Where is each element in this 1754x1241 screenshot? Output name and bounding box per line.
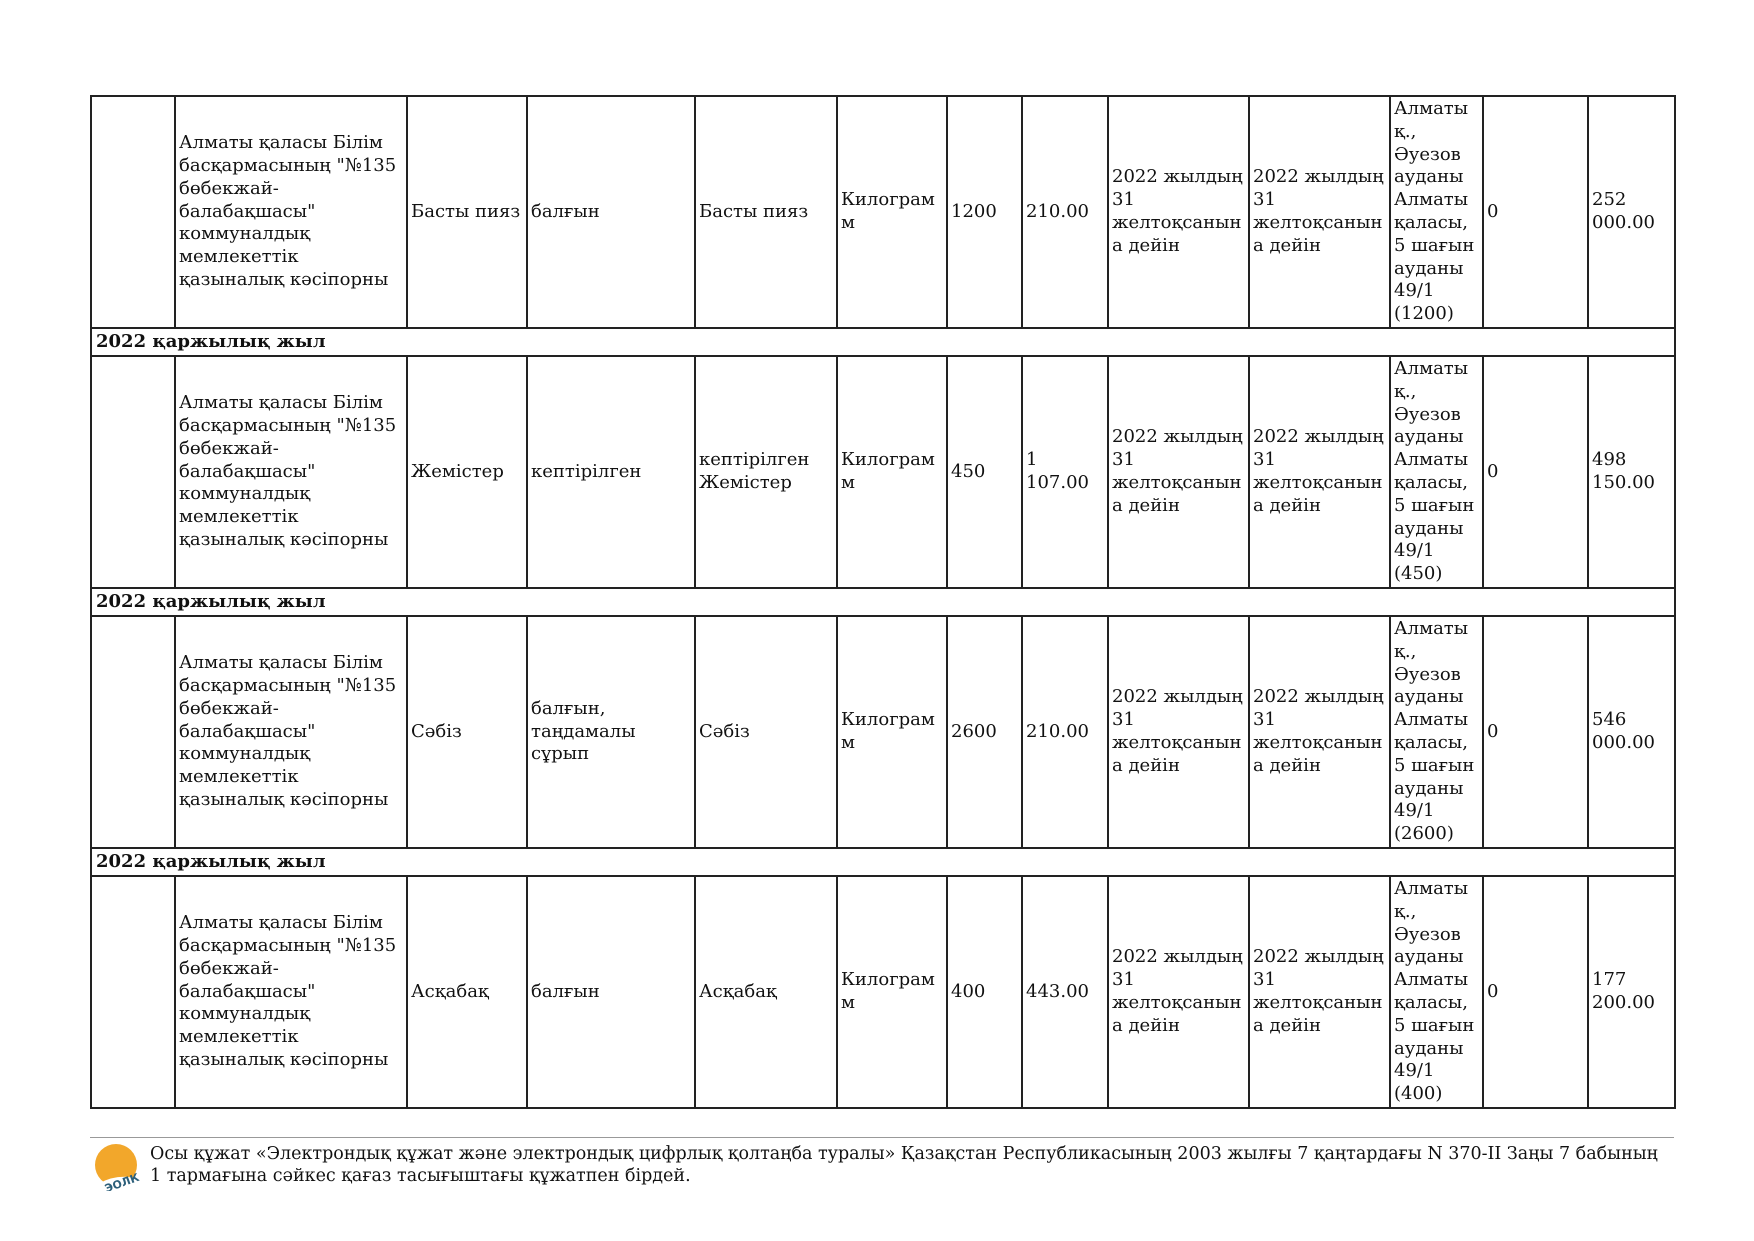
fiscal-year-label: 2022 қаржылық жыл [91,328,1675,356]
cell-unit: Килограмм [837,876,947,1108]
table-row [91,96,1675,328]
cell-number [91,96,175,328]
cell-delivery-place: Алматы қ., Әуезов ауданы Алматы қаласы, 5 шағын ауданы 49/1 (450) [1390,356,1483,588]
fiscal-year-row [91,848,1675,876]
cell-unit: Килограмм [837,356,947,588]
fiscal-year-label: 2022 қаржылық жыл [91,848,1675,876]
cell-quantity: 2600 [947,616,1022,848]
cell-price: 443.00 [1022,876,1108,1108]
cell-price: 1 107.00 [1022,356,1108,588]
cell-description: Басты пияз [695,96,837,328]
table-row [91,876,1675,1108]
table-row [91,616,1675,848]
cell-customer: Алматы қаласы Білім басқармасының "№135 бөбекжай-балабақшасы" коммуналдық мемлекеттік қазыналық кәсіпорны [175,356,407,588]
cell-price: 210.00 [1022,96,1108,328]
cell-characteristic: кептірілген [527,356,695,588]
legal-disclaimer: Осы құжат «Электрондық құжат және электрондық цифрлық қолтаңба туралы» Қазақстан Республикасының 2003 жылғы 7 қаңтардағы N 370-II Заңы 7 бабының 1 тармағына сәйкес қағаз тасығыштағы құжатпен бірдей. [150,1144,1658,1186]
cell-total: 498 150.00 [1588,356,1675,588]
cell-customer: Алматы қаласы Білім басқармасының "№135 бөбекжай-балабақшасы" коммуналдық мемлекеттік қазыналық кәсіпорны [175,96,407,328]
cell-deadline-end: 2022 жылдың 31 желтоқсанына дейін [1249,616,1390,848]
cell-customer: Алматы қаласы Білім басқармасының "№135 бөбекжай-балабақшасы" коммуналдық мемлекеттік қазыналық кәсіпорны [175,876,407,1108]
cell-unit: Килограмм [837,96,947,328]
cell-characteristic: балғын [527,876,695,1108]
cell-number [91,616,175,848]
fiscal-year-label: 2022 қаржылық жыл [91,588,1675,616]
fiscal-year-row [91,588,1675,616]
cell-advance: 0 [1483,96,1588,328]
cell-quantity: 1200 [947,96,1022,328]
cell-delivery-place: Алматы қ., Әуезов ауданы Алматы қаласы, 5 шағын ауданы 49/1 (1200) [1390,96,1483,328]
document-footer [90,1137,1674,1191]
procurement-table [90,95,1676,1109]
cell-item-name: Асқабақ [407,876,527,1108]
cell-unit: Килограмм [837,616,947,848]
cell-number [91,356,175,588]
cell-deadline-start: 2022 жылдың 31 желтоқсанына дейін [1108,616,1249,848]
cell-total: 252 000.00 [1588,96,1675,328]
cell-deadline-end: 2022 жылдың 31 желтоқсанына дейін [1249,356,1390,588]
table-row [91,356,1675,588]
cell-characteristic: балғын, таңдамалы сұрып [527,616,695,848]
cell-advance: 0 [1483,876,1588,1108]
cell-characteristic: балғын [527,96,695,328]
logo-text: ЭОЛК [103,1170,141,1191]
cell-delivery-place: Алматы қ., Әуезов ауданы Алматы қаласы, 5 шағын ауданы 49/1 (400) [1390,876,1483,1108]
cell-deadline-end: 2022 жылдың 31 желтоқсанына дейін [1249,876,1390,1108]
cell-deadline-start: 2022 жылдың 31 желтоқсанына дейін [1108,356,1249,588]
cell-description: Сәбіз [695,616,837,848]
cell-advance: 0 [1483,356,1588,588]
cell-number [91,876,175,1108]
cell-deadline-start: 2022 жылдың 31 желтоқсанына дейін [1108,96,1249,328]
cell-deadline-start: 2022 жылдың 31 желтоқсанына дейін [1108,876,1249,1108]
egov-logo-icon [94,1143,142,1191]
cell-deadline-end: 2022 жылдың 31 желтоқсанына дейін [1249,96,1390,328]
cell-quantity: 400 [947,876,1022,1108]
fiscal-year-row [91,328,1675,356]
cell-item-name: Басты пияз [407,96,527,328]
cell-total: 177 200.00 [1588,876,1675,1108]
procurement-plan-sheet [90,95,1674,1109]
cell-advance: 0 [1483,616,1588,848]
cell-total: 546 000.00 [1588,616,1675,848]
cell-delivery-place: Алматы қ., Әуезов ауданы Алматы қаласы, 5 шағын ауданы 49/1 (2600) [1390,616,1483,848]
cell-customer: Алматы қаласы Білім басқармасының "№135 бөбекжай-балабақшасы" коммуналдық мемлекеттік қазыналық кәсіпорны [175,616,407,848]
cell-quantity: 450 [947,356,1022,588]
cell-description: Асқабақ [695,876,837,1108]
cell-description: кептірілген Жемістер [695,356,837,588]
cell-price: 210.00 [1022,616,1108,848]
cell-item-name: Сәбіз [407,616,527,848]
cell-item-name: Жемістер [407,356,527,588]
